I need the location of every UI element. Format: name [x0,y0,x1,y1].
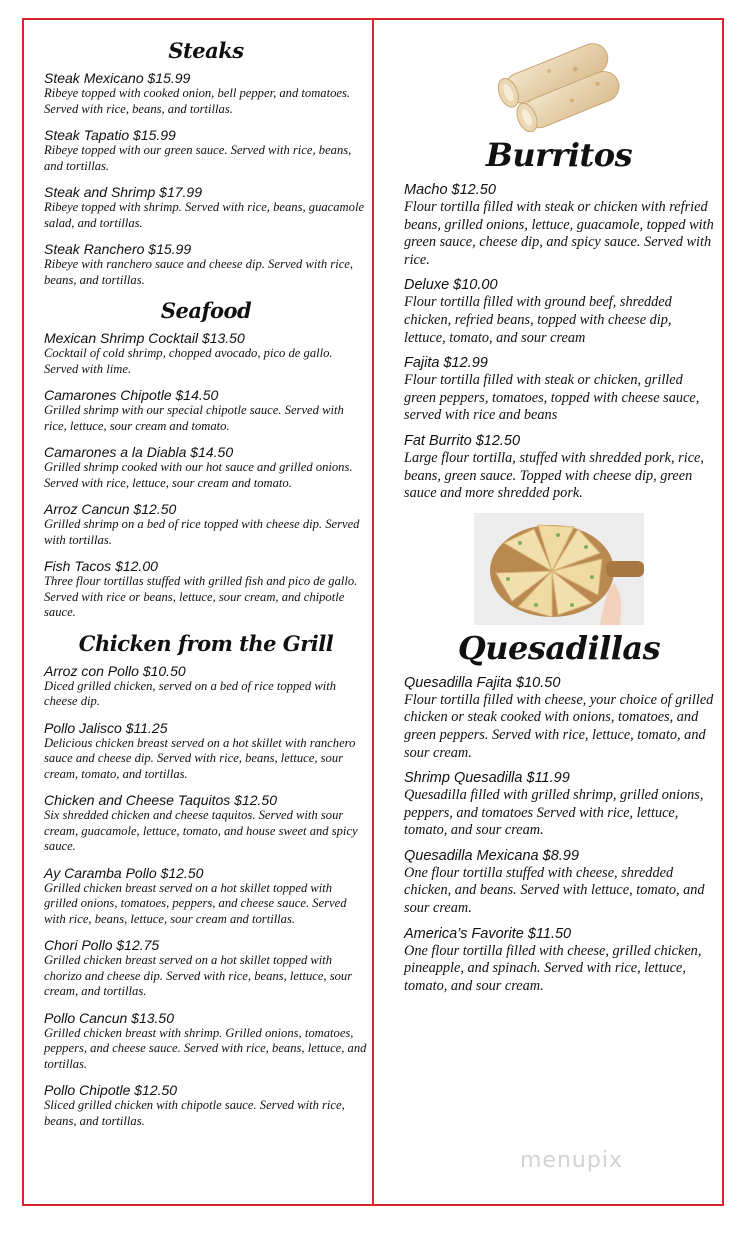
menu-item-pollo-chipotle [44,1082,368,1129]
menu-item-quesadilla-fajita [404,675,714,762]
item-description: Ribeye topped with shrimp. Served with rice, beans, guacamole salad, and tortillas. [44,200,365,230]
menu-item-arroz-cancun [44,501,368,548]
item-description: Grilled chicken breast with shrimp. Grilled onions, tomatoes, peppers, and cheese sauce. Served with rice, beans, lettuce, and tortillas. [44,1025,367,1071]
item-name: Steak and Shrimp $17.99 [44,184,202,200]
menu-item-macho [404,182,714,269]
item-description: Six shredded chicken and cheese taquitos. Served with sour cream, guacamole, lettuce, tomato, and house sweet and spicy sauce. [44,808,358,853]
menu-item-quesadilla-mexicana [404,848,714,918]
column-divider [372,18,374,1206]
item-name: America’s Favorite $11.50 [404,925,572,942]
item-description: Grilled chicken breast served on a hot skillet topped with chorizo and cheese dip. Served with rice, beans, lettuce, sour cream, and tortillas. [44,953,353,998]
item-name: Steak Mexicano $15.99 [44,70,191,86]
menu-item-deluxe [404,277,714,347]
item-description: Grilled shrimp with our special chipotle sauce. Served with rice, lettuce, sour cream and tomato. [44,403,344,433]
item-name: Camarones Chipotle $14.50 [44,387,219,403]
menu-item-camarones-chipotle [44,387,368,434]
menu-item-shrimp-quesadilla [404,770,714,840]
item-name: Fish Tacos $12.00 [44,558,158,574]
item-name: Chori Pollo $12.75 [44,937,160,953]
item-description: Ribeye with ranchero sauce and cheese dip. Served with rice, beans, and tortillas. [44,257,354,287]
item-name: Macho $12.50 [404,182,496,198]
menu-item-steak-ranchero [44,241,368,288]
burrito-photo [404,32,714,132]
menu-item-arroz-con-pollo [44,663,368,710]
item-name: Deluxe $10.00 [404,277,498,294]
item-description: Flour tortilla filled with steak or chicken with refried beans, grilled onions, lettuce, guacamole, topped with green sauce, cheese dip, and spicy sauce. Served with rice. [404,199,714,268]
menu-item-steak-mexicano [44,70,368,117]
item-name: Steak Tapatio $15.99 [44,127,176,143]
item-name: Chicken and Cheese Taquitos $12.50 [44,792,277,808]
item-name: Steak Ranchero $15.99 [44,241,192,257]
item-description: Sliced grilled chicken with chipotle sauce. Served with rice, beans, and tortillas. [44,1098,345,1128]
item-description: Flour tortilla filled with steak or chicken, grilled green peppers, tomatoes, topped with cheese sauce, served with rice and beans [404,372,700,424]
item-name: Fajita $12.99 [404,355,488,372]
menu-item-americas-favorite [404,926,714,996]
menu-item-steak-tapatio [44,127,368,174]
item-description: Flour tortilla filled with ground beef, shredded chicken, refried beans, topped with cheese dip, lettuce, tomato, and sour cream [404,294,672,346]
section-title-quesadillas: Quesadillas [457,628,661,667]
item-description: Quesadilla filled with grilled shrimp, grilled onions, peppers, and tomatoes Served with rice, lettuce, tomato, and sour cream. [404,787,704,839]
item-name: Fat Burrito $12.50 [404,432,521,449]
item-name: Ay Caramba Pollo $12.50 [44,864,204,881]
item-name: Camarones a la Diabla $14.50 [44,444,234,460]
item-description: Ribeye topped with cooked onion, bell pepper, and tomatoes. Served with rice, beans, and tortillas. [44,86,351,116]
item-description: Cocktail of cold shrimp, chopped avocado, pico de gallo. Served with lime. [44,346,333,376]
menu-item-pollo-jalisco [44,720,368,783]
item-description: Grilled shrimp cooked with our hot sauce and grilled onions. Served with rice, lettuce, sour cream and tomato. [44,460,353,490]
item-description: Ribeye topped with our green sauce. Served with rice, beans, and tortillas. [44,143,352,173]
menu-item-fish-tacos [44,558,368,621]
menu-item-fat-burrito [404,433,714,503]
menu-item-ay-caramba-pollo [44,865,368,928]
menu-item-taquitos [44,792,368,855]
section-title-burritos: Burritos [485,136,633,174]
item-description: One flour tortilla filled with cheese, grilled chicken, pineapple, and spinach. Served with rice, lettuce, tomato, and sour cream. [404,942,702,994]
section-title-seafood: Seafood [160,298,252,323]
item-name: Arroz con Pollo $10.50 [44,662,186,679]
item-description: Large flour tortilla, stuffed with shredded pork, rice, beans, green sauce. Topped with cheese dip, green sauce and more shredded pork. [404,449,704,502]
item-name: Arroz Cancun $12.50 [44,501,177,517]
menu-item-steak-and-shrimp [44,184,368,231]
item-name: Pollo Jalisco $11.25 [44,719,168,736]
item-name: Shrimp Quesadilla $11.99 [404,770,570,787]
item-name: Quesadilla Fajita $10.50 [404,674,561,691]
item-description: Diced grilled chicken, served on a bed of rice topped with cheese dip. [44,678,337,708]
menu-item-shrimp-cocktail [44,330,368,377]
item-description: Flour tortilla filled with cheese, your choice of grilled chicken or steak cooked with onions, tomatoes, and green peppers. Served with rice, lettuce, tomato, and sour cream. [404,691,714,761]
item-description: Grilled chicken breast served on a hot skillet topped with grilled onions, tomatoes, peppers, and cheese sauce. Served with rice, beans, lettuce, sour cream and tortillas. [44,880,347,926]
item-description: Grilled shrimp on a bed of rice topped with cheese dip. Served with tortillas. [44,517,360,547]
section-title-chicken: Chicken from the Grill [78,630,334,656]
menu-item-chori-pollo [44,937,368,1000]
right-column [376,18,722,1003]
item-name: Pollo Cancun $13.50 [44,1009,174,1026]
menu-item-camarones-diabla [44,444,368,491]
watermark: menupix [520,1148,623,1173]
left-column [24,18,372,1139]
item-description: Three flour tortillas stuffed with grilled fish and pico de gallo. Served with rice or beans, lettuce, sour cream, and chipotle sauce. [44,574,358,619]
item-name: Quesadilla Mexicana $8.99 [404,847,579,864]
menu-item-fajita-burrito [404,355,714,425]
item-description: Delicious chicken breast served on a hot skillet with ranchero sauce and cheese dip. Served with rice, beans, lettuce, sour cream, tomato, and tortillas. [44,735,356,781]
item-name: Mexican Shrimp Cocktail $13.50 [44,330,245,346]
quesadilla-photo [404,513,714,625]
item-description: One flour tortilla stuffed with cheese, shredded chicken, and beans. Served with lettuce, tomato, and sour cream. [404,864,705,917]
menu-item-pollo-cancun [44,1010,368,1073]
item-name: Pollo Chipotle $12.50 [44,1082,178,1098]
section-title-steaks: Steaks [168,38,244,63]
